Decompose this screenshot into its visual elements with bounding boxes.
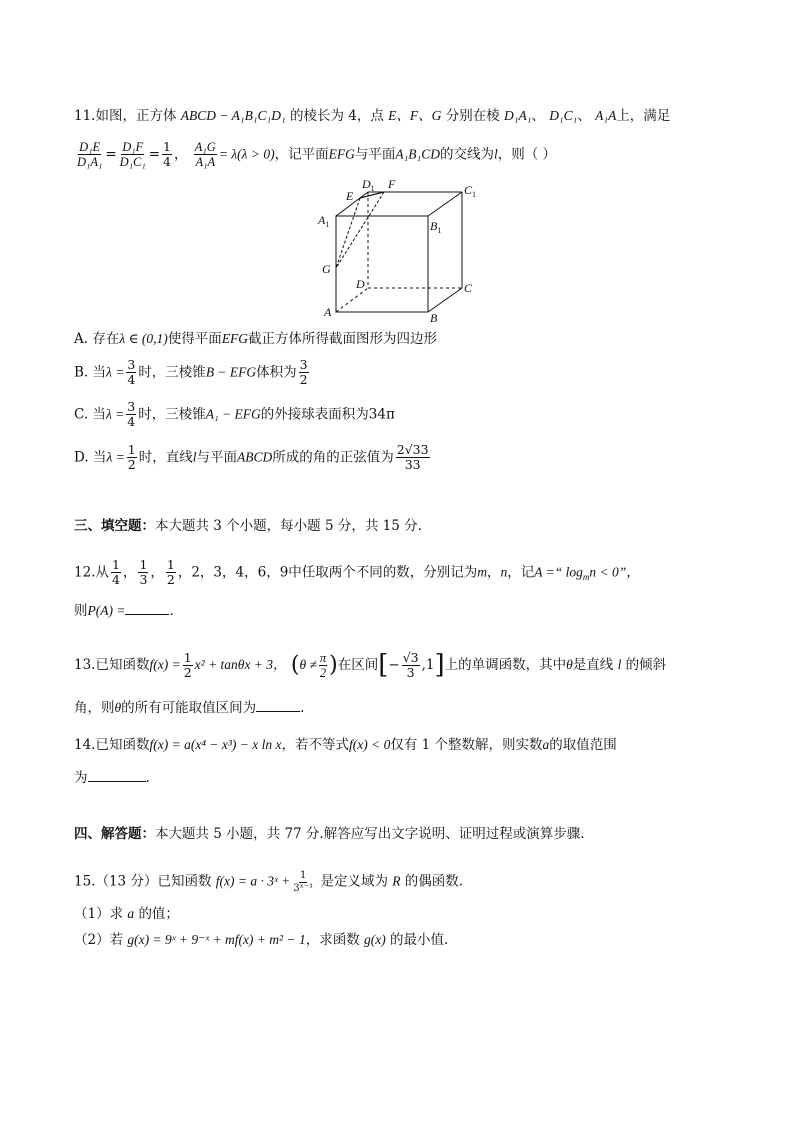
cube-name: ABCD − A₁B₁C₁D₁ — [180, 108, 286, 123]
q12-line2: 则P(A) = . — [74, 603, 174, 619]
q13-line1: 13.已知函数f(x) = $\frac{1}{2}$ x² + tanθx + 3， (θ ≠ $\frac{\pi}{2}$ )在区间[− $\frac{√3}{3}$ ,1]上的单调函数，其中θ是直线 l 的倾斜 — [74, 649, 667, 681]
ratio-value: $\frac{1}{4}$ — [163, 139, 171, 170]
option-a: A. 存在λ ∈ (0,1)使得平面EFG截正方体所得截面图形为四边形 — [74, 331, 438, 347]
option-b: B. 当λ = $\frac{3}{4}$ 时，三棱锥B − EFG体积为 $\frac{3}{2}$ — [74, 357, 308, 388]
ratio1: $\frac{\text{D₁E}}{\text{D₁A₁}}$ — [77, 140, 103, 170]
label-c1: $C_1$ — [464, 183, 477, 199]
label-a1: $A_1$ — [318, 213, 330, 229]
cube-figure — [300, 170, 500, 322]
section4-desc: 本大题共 5 小题，共 77 分.解答应写出文字说明、证明过程或演算步骤. — [155, 826, 585, 842]
segment-fg — [336, 192, 384, 268]
label-b1: $B_1$ — [430, 219, 442, 235]
label-a: A — [324, 305, 332, 319]
label-f: F — [388, 177, 396, 191]
section4-heading — [74, 826, 585, 842]
label-e: E — [346, 189, 354, 203]
cube-edge-ad-hidden — [336, 288, 368, 312]
q11-line2: $\frac{\text{D₁E}}{\text{D₁A₁}}$ = $\frac{\text{D₁F}}{\text{D₁C₁}}$ = $\frac{1}{4}$ ， $\frac{\text{A₁G}}{\text{A₁A}}$ = λ(λ > 0)，记平面EFG与平面A₁B₁CD的交线为l，则（ ） — [77, 139, 557, 170]
q14-line1: 14.已知函数f(x) = a(x⁴ − x³) − x ln x，若不等式f(x) < 0仅有 1 个整数解，则实数a的取值范围 — [74, 737, 617, 753]
label-d: D — [356, 277, 365, 291]
label-d1: $D_1$ — [362, 177, 375, 193]
section3-title: 三、填空题： — [74, 518, 155, 534]
q13-answer-blank[interactable] — [256, 710, 300, 712]
q12-line1: 12.从 $\frac{1}{4}$ ， $\frac{1}{3}$ ， $\frac{1}{2}$ ，2，3，4，6，9中任取两个不同的数，分别记为m，n，记A =“ $\log_mn < 0$”， — [74, 557, 640, 588]
option-c: C. 当λ = $\frac{3}{4}$ 时，三棱锥A₁ − EFG的外接球表面积为34π — [74, 399, 395, 430]
q12-answer-blank[interactable] — [125, 613, 169, 615]
section3-heading — [74, 518, 422, 534]
label-c: C — [464, 281, 473, 295]
q14-answer-blank[interactable] — [88, 780, 146, 782]
section3-desc: 本大题共 3 个小题，每小题 5 分，共 15 分. — [155, 518, 422, 534]
q11-line1: 11.如图，正方体 ABCD − A₁B₁C₁D₁ 的棱长为 4，点 E、F、G 分别在棱 D₁A₁、 D₁C₁、 A₁A上，满足 — [74, 108, 671, 124]
label-b: B — [430, 311, 438, 322]
q14-line2: 为 . — [74, 770, 150, 786]
segment-eg — [336, 198, 360, 268]
option-d: D. 当λ = $\frac{1}{2}$ 时，直线l与平面ABCD所成的角的正弦值为 $\frac{2√33}{33}$ — [74, 442, 429, 473]
q11-number: 11. — [74, 108, 96, 124]
q15-part1: （1）求 a 的值； — [74, 906, 179, 922]
q15-line1: 15.（13 分）已知函数 f(x) = a · 3ˣ + $\frac{1}{\text{3ˣ⁻¹}}$ 是定义域为 R 的偶函数. — [74, 870, 464, 894]
cube-front-face — [336, 216, 428, 312]
ratio2: $\frac{\text{D₁F}}{\text{D₁C₁}}$ — [119, 140, 146, 170]
cube-edge-b1c1 — [428, 192, 462, 216]
cube-edge-bc — [428, 288, 462, 312]
q15-part2: （2）若 g(x) = 9ˣ + 9⁻ˣ + mf(x) + m² − 1，求函数 g(x) 的最小值. — [74, 932, 449, 948]
label-g: G — [322, 262, 331, 276]
section4-title: 四、解答题： — [74, 826, 155, 842]
q13-line2: 角，则θ的所有可能取值区间为 . — [74, 700, 305, 716]
ratio3: $\frac{\text{A₁G}}{\text{A₁A}}$ — [194, 140, 216, 170]
